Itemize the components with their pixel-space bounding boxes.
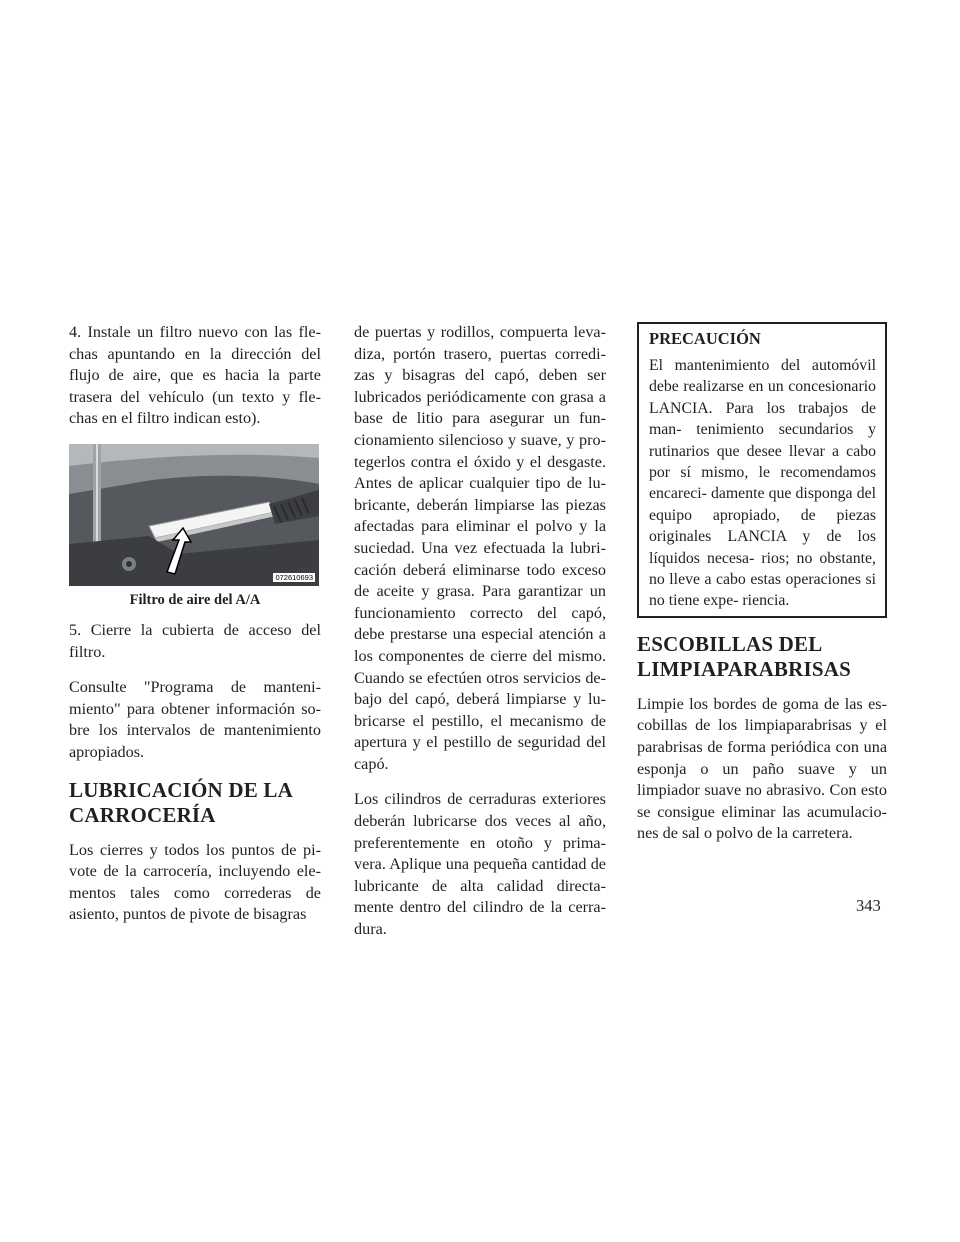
consult-schedule-text: Consulte "Programa de manteni- miento" para obtener información so- bre los intervalos de mantenimiento apropiados. — [69, 678, 321, 761]
step-5-text: 5. Cierre la cubierta de acceso del filtro. — [69, 620, 321, 661]
air-filter-illustration — [69, 444, 319, 586]
heading-line: LIMPIAPARABRISAS — [637, 656, 851, 681]
caution-title: PRECAUCIÓN — [649, 329, 761, 348]
wiper-text: Limpie los bordes de goma de las es- cobillas de los limpiaparabrisas y el parabrisas de forma periódica con una esponja o un paño suave y un limpiador suave no abrasivo. Con esto se consigue eliminar las acumulacio- nes de sal o polvo de la carretera. — [637, 694, 887, 843]
column-left — [69, 322, 321, 940]
heading-line: LUBRICACIÓN DE LA — [69, 777, 293, 802]
heading-body-lubrication — [69, 778, 321, 828]
caution-box — [637, 322, 887, 618]
heading-wiper-blades — [637, 632, 887, 682]
lock-cylinders-text: Los cilindros de cerraduras exteriores deberán lubricarse dos veces al año, preferentemente en otoño y prima- vera. Aplique una pequeña cantidad de lubricante de alta calidad directa- mente dentro del cilindro de la cerra- dura. — [354, 790, 606, 939]
step-4-text: 4. Instale un filtro nuevo con las fle- chas apuntando en la dirección del flujo de aire, que es hacia la parte trasera del vehículo (un texto y fle- chas en el filtro indican esto). — [69, 323, 321, 428]
heading-line: ESCOBILLAS DEL — [637, 631, 823, 656]
heading-line: CARROCERÍA — [69, 802, 216, 827]
column-middle — [354, 322, 606, 955]
page-number: 343 — [856, 896, 881, 915]
lubrication-text: Los cierres y todos los puntos de pi- vote de la carrocería, incluyendo ele- mentos tales como correderas de asiento, puntos de pivote de bisagras — [69, 840, 321, 924]
figure-caption: Filtro de aire del A/A — [129, 591, 261, 608]
caution-text: El mantenimiento del automóvil debe realizarse en un concesionario LANCIA. Para los trabajos de man- tenimiento secundarios y rutinarios que desee llevar a cabo por sí mismo, le recomendamos encareci- damente que disponga del equipo apropiado, de piezas originales LANCIA y de los líquidos necesa- rios; no obstante, no lleve a cabo estas operaciones si no tiene expe- riencia. — [649, 357, 876, 610]
lubrication-continued-text: de puertas y rodillos, compuerta leva- diza, portón trasero, puertas corredi- zas y bisagras del capó, deben ser lubricados periódicamente con grasa a base de litio para asegurar un fun- cionamiento silencioso y suave, y pro- tegerlos contra el óxido y el desgaste. Antes de aplicar cualquier tipo de lu- bricante, deberán limpiarse las piezas afectadas para eliminar el polvo y la suciedad. Una vez efectuada la lubri- cación deberá eliminarse todo exceso de aceite y grasa. Para garantizar un funcionamiento correcto del capó, debe prestarse una especial atención a los componentes de cierre del mismo. Cuando se efectúen otros servicios de- bajo del capó, deberá limpiarse y lu- bricarse el pestillo, el mecanismo de apertura y el pestillo de seguridad del capó. — [354, 323, 606, 773]
column-right — [637, 322, 887, 859]
figure-code: 072610693 — [275, 572, 313, 582]
air-filter-figure — [69, 444, 319, 586]
